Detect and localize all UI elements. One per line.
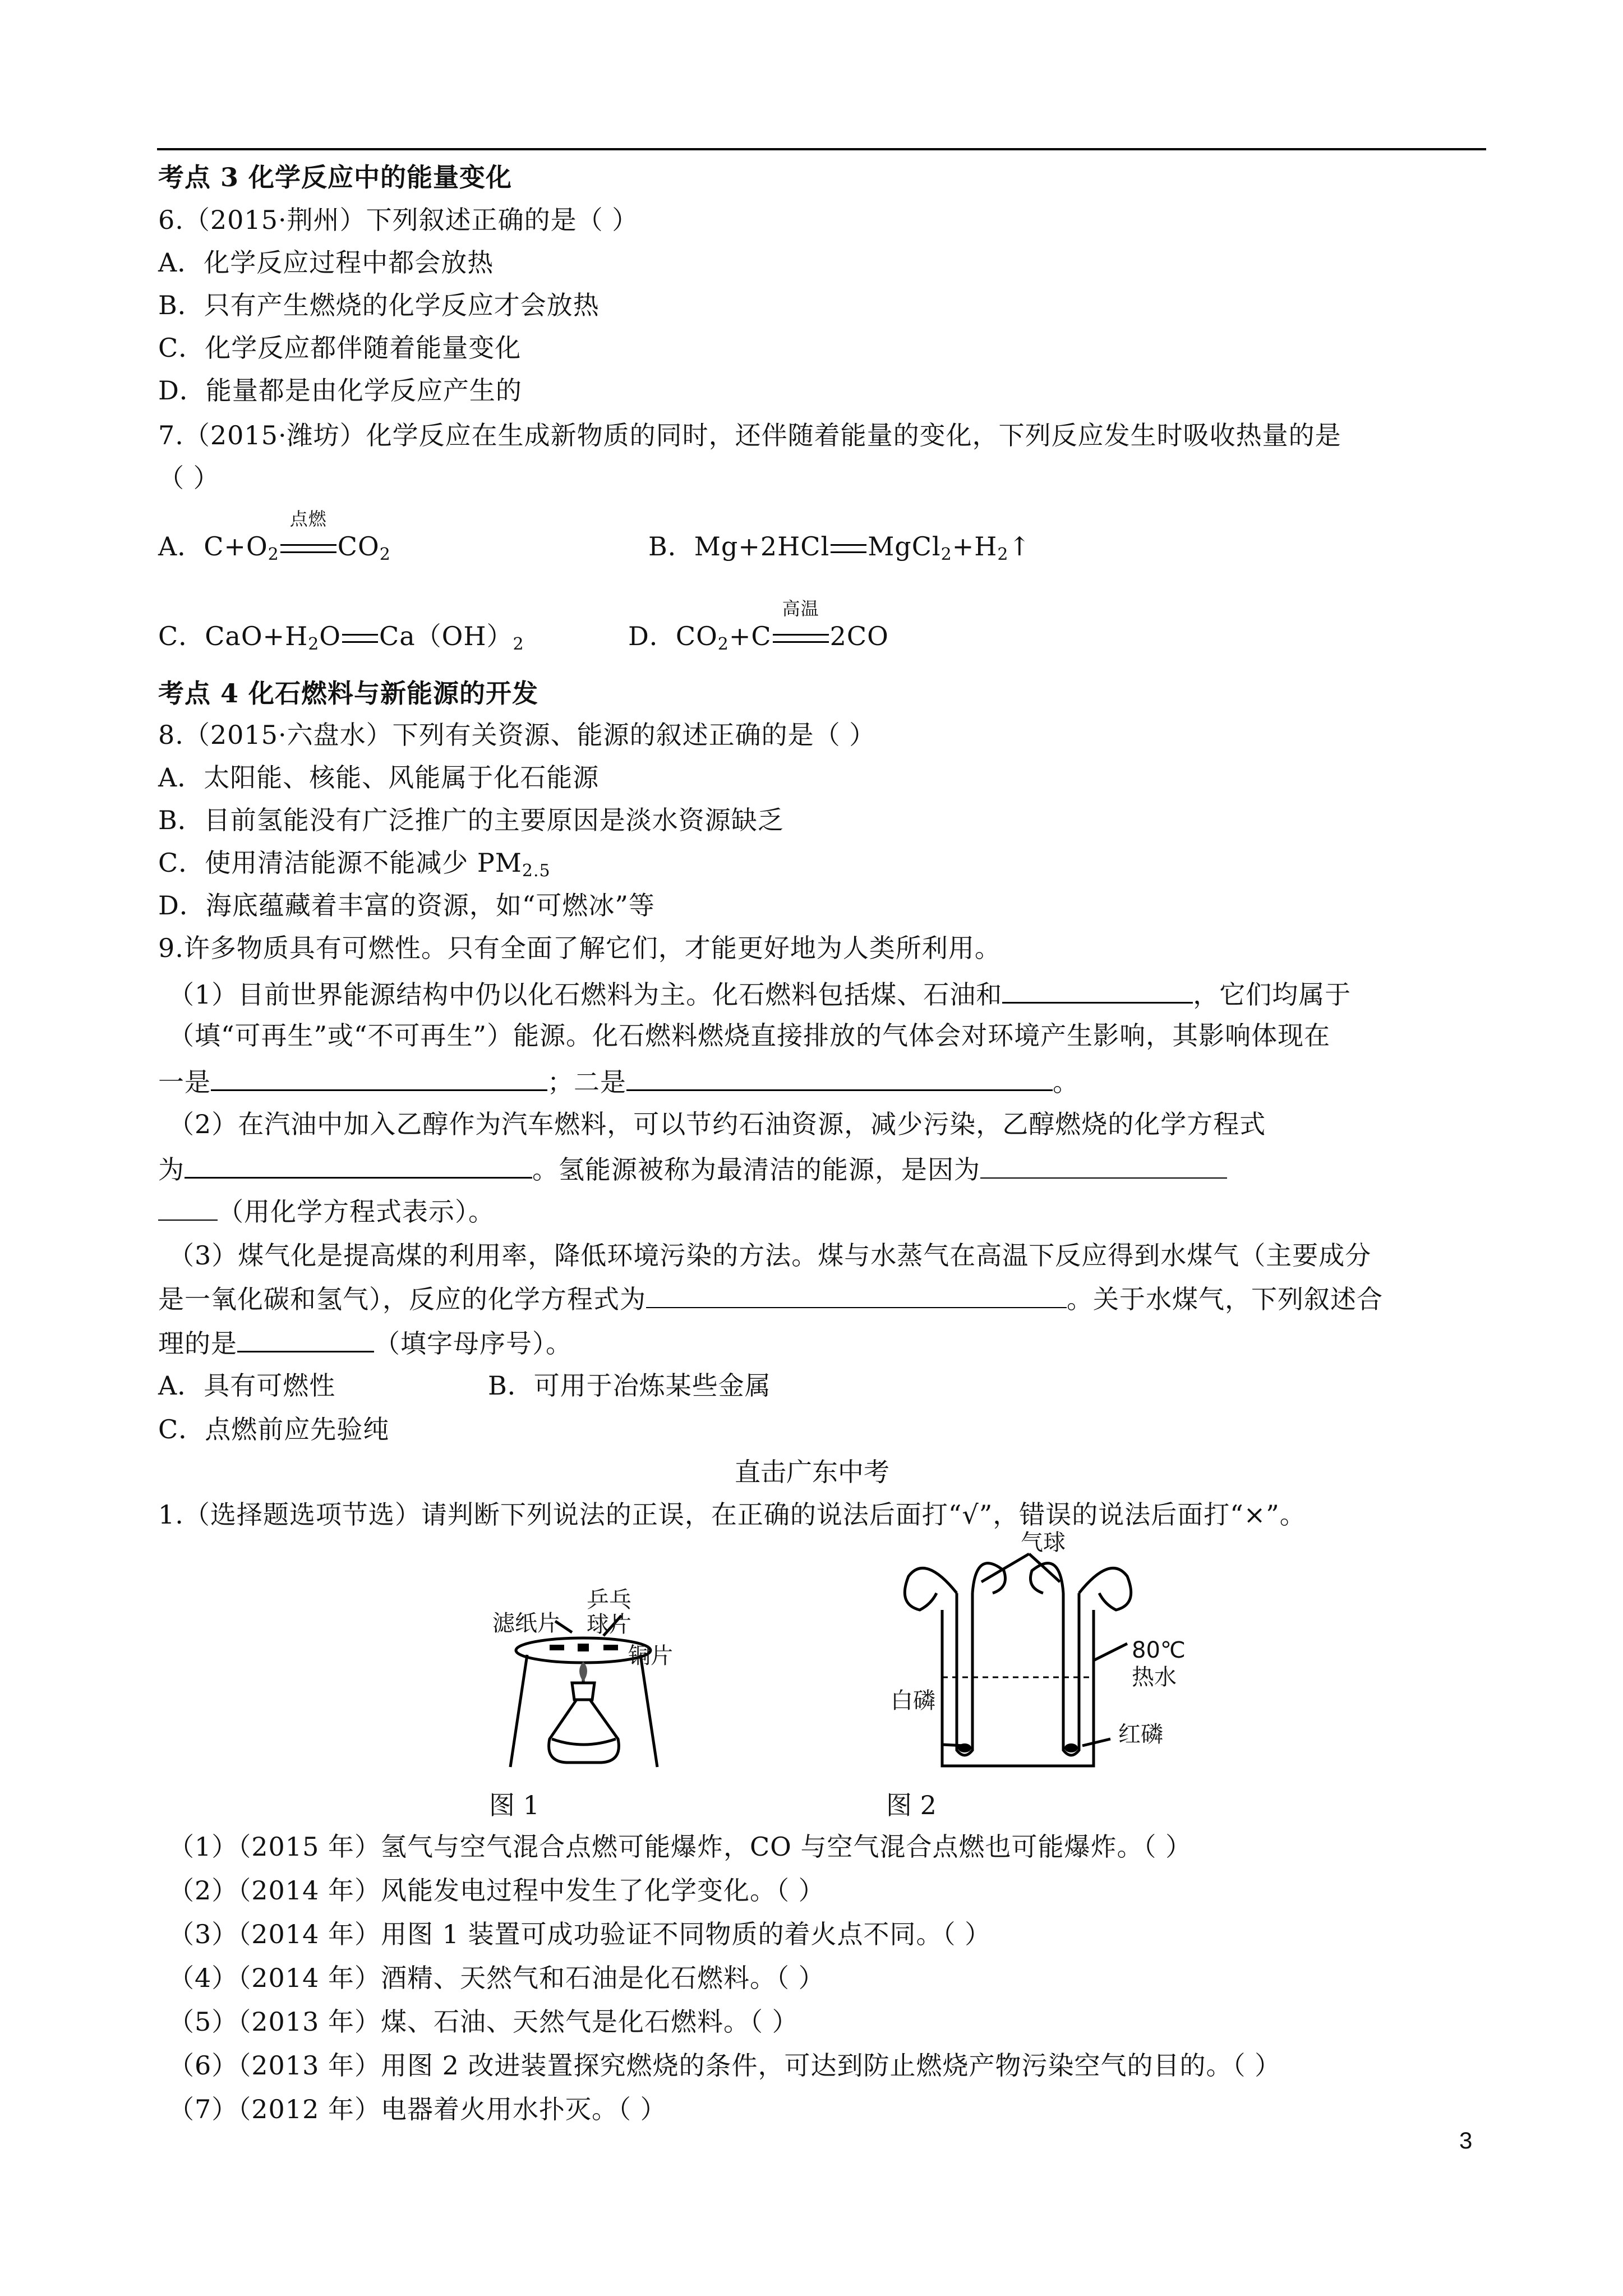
q9-part3-line1: （3）煤气化是提高煤的利用率，降低环境污染的方法。煤与水蒸气在高温下反应得到水煤气（主要成分 bbox=[168, 1240, 1372, 1271]
gd-q1-stem: 1.（选择题选项节选）请判断下列说法的正误，在正确的说法后面打“√”，错误的说法后面打“×”。 bbox=[158, 1499, 1306, 1530]
q7-a-sub1: 2 bbox=[268, 545, 279, 564]
q7-b-equals bbox=[831, 530, 866, 563]
fig1-caption: 图 1 bbox=[489, 1790, 540, 1820]
q7-d-mid: +C bbox=[728, 621, 772, 651]
q9-stem: 9.许多物质具有可燃性。只有全面了解它们，才能更好地为人类所利用。 bbox=[158, 933, 1001, 963]
page-number: 3 bbox=[1459, 2127, 1473, 2154]
gd-item-5: （5）（2013 年）煤、石油、天然气是化石燃料。（ ） bbox=[168, 2007, 799, 2037]
q7-b-prefix: B．Mg+2HCl bbox=[648, 531, 830, 562]
gd-item-7: （7）（2012 年）电器着火用水扑灭。（ ） bbox=[168, 2094, 667, 2124]
gd-item-3: （3）（2014 年）用图 1 装置可成功验证不同物质的着火点不同。（ ） bbox=[168, 1919, 992, 1949]
q9-p2-text-b: 。氢能源被称为最清洁的能源，是因为 bbox=[532, 1154, 980, 1185]
q8-option-b: B．目前氢能没有广泛推广的主要原因是淡水资源缺乏 bbox=[158, 805, 784, 835]
q7-option-a bbox=[158, 508, 391, 564]
q9-blank-water-gas-equation[interactable] bbox=[646, 1281, 1067, 1308]
q6-option-d: D．能量都是由化学反应产生的 bbox=[158, 375, 522, 406]
q9-p1-text-d: ；二是 bbox=[547, 1067, 626, 1097]
q7-d-condition bbox=[773, 598, 829, 653]
q9-p3-text-d: （填字母序号）。 bbox=[374, 1328, 572, 1359]
q9-p1-text-b: ，它们均属于 bbox=[1193, 979, 1352, 1010]
q9-blank-hydrogen-equation-cont[interactable] bbox=[158, 1194, 218, 1221]
q7-option-b bbox=[648, 530, 1031, 563]
q9-p3-text-c: 理的是 bbox=[158, 1328, 237, 1359]
q7-d-cond-label: 高温 bbox=[782, 598, 819, 619]
q7-c-sub2: 2 bbox=[513, 634, 524, 654]
q7-b-plus: +H bbox=[952, 531, 998, 562]
q7-stem: 7.（2015·潍坊）化学反应在生成新物质的同时，还伴随着能量的变化，下列反应发生时吸收热量的是 bbox=[158, 420, 1341, 450]
q7-a-product: CO bbox=[337, 531, 380, 562]
q9-p1-text-a: （1）目前世界能源结构中仍以化石燃料为主。化石燃料包括煤、石油和 bbox=[168, 979, 1003, 1010]
q7-d-prefix: D．CO bbox=[628, 621, 718, 651]
fig2-label-temp: 80℃ bbox=[1132, 1637, 1186, 1663]
q8-option-c bbox=[158, 846, 551, 880]
guangdong-heading: 直击广东中考 bbox=[735, 1457, 889, 1487]
q9-part1-line2: （填“可再生”或“不可再生”）能源。化石燃料燃烧直接排放的气体会对环境产生影响，其影响体现在 bbox=[168, 1020, 1331, 1051]
q8-c-sub: 2.5 bbox=[522, 861, 551, 881]
gas-up-arrow-icon: ↑ bbox=[1008, 531, 1031, 562]
q7-c-equals bbox=[342, 619, 378, 653]
gd-item-2: （2）（2014 年）风能发电过程中发生了化学变化。（ ） bbox=[168, 1875, 825, 1906]
gd-item-4: （4）（2014 年）酒精、天然气和石油是化石燃料。（ ） bbox=[168, 1963, 825, 1993]
fig2-label-hot-water: 热水 bbox=[1132, 1664, 1177, 1690]
gd-item-1: （1）（2015 年）氢气与空气混合点燃可能爆炸，CO 与空气混合点燃也可能爆炸。（ ） bbox=[168, 1832, 1192, 1862]
q9-part2-line2 bbox=[158, 1151, 1227, 1186]
q6-stem: 6.（2015·荆州）下列叙述正确的是（ ） bbox=[158, 205, 639, 235]
fig1-label-pingpong-2: 球片 bbox=[587, 1612, 631, 1637]
q9-blank-impact-2[interactable] bbox=[626, 1064, 1053, 1091]
fig1-label-pingpong-1: 乒乓 bbox=[587, 1587, 631, 1613]
q7-c-mid: O bbox=[319, 621, 341, 651]
q9-blank-ethanol-equation[interactable] bbox=[185, 1151, 532, 1179]
q9-p3-text-a: 是一氧化碳和氢气），反应的化学方程式为 bbox=[158, 1284, 646, 1314]
q7-b-product: MgCl bbox=[868, 531, 941, 562]
q9-p1-text-e: 。 bbox=[1053, 1067, 1079, 1097]
q9-blank-choice[interactable] bbox=[237, 1325, 374, 1352]
q8-option-d: D．海底蕴藏着丰富的资源，如“可燃冰”等 bbox=[158, 890, 655, 921]
q6-option-c: C．化学反应都伴随着能量变化 bbox=[158, 333, 522, 363]
fig1-label-copper: 铜片 bbox=[628, 1643, 673, 1669]
q9-blank-fossil-fuel[interactable] bbox=[1002, 976, 1193, 1004]
q9-blank-impact-1[interactable] bbox=[211, 1064, 547, 1091]
q7-a-condition bbox=[280, 508, 336, 563]
q6-option-a: A．化学反应过程中都会放热 bbox=[158, 247, 494, 278]
q7-c-product: Ca（OH） bbox=[379, 621, 513, 651]
q7-b-sub1: 2 bbox=[940, 545, 952, 564]
q7-stem-cont: （ ） bbox=[158, 463, 220, 493]
q8-c-text: C．使用清洁能源不能减少 PM bbox=[158, 848, 522, 878]
q9-option-b: B．可用于冶炼某些金属 bbox=[488, 1370, 771, 1401]
q9-option-a: A．具有可燃性 bbox=[158, 1370, 336, 1401]
q9-option-c: C．点燃前应先验纯 bbox=[158, 1414, 390, 1444]
section-4-title: 考点 4 化石燃料与新能源的开发 bbox=[158, 678, 539, 708]
fig2-label-white-phosphorus: 白磷 bbox=[891, 1688, 935, 1714]
q8-option-a: A．太阳能、核能、风能属于化石能源 bbox=[158, 762, 600, 793]
q7-c-sub1: 2 bbox=[308, 634, 320, 654]
q7-a-sub2: 2 bbox=[379, 545, 391, 564]
q9-part2-line1: （2）在汽油中加入乙醇作为汽车燃料，可以节约石油资源，减少污染，乙醇燃烧的化学方程式 bbox=[168, 1109, 1266, 1139]
q8-stem: 8.（2015·六盘水）下列有关资源、能源的叙述正确的是（ ） bbox=[158, 720, 876, 750]
q7-d-sub1: 2 bbox=[717, 634, 729, 654]
q9-part1-line1 bbox=[168, 976, 1351, 1011]
section-3-title: 考点 3 化学反应中的能量变化 bbox=[158, 162, 513, 192]
q7-option-c bbox=[158, 619, 524, 653]
q6-option-b: B．只有产生燃烧的化学反应才会放热 bbox=[158, 290, 600, 320]
fig2-caption: 图 2 bbox=[886, 1790, 937, 1820]
q9-p2-text-a: 为 bbox=[158, 1154, 185, 1185]
q7-d-product: 2CO bbox=[829, 621, 889, 651]
q7-a-prefix: A．C+O bbox=[158, 531, 268, 562]
q7-b-sub2: 2 bbox=[997, 545, 1009, 564]
q7-a-cond-label: 点燃 bbox=[289, 508, 327, 530]
q9-part2-line3 bbox=[158, 1194, 495, 1228]
fig1-label-filter-paper: 滤纸片 bbox=[492, 1611, 560, 1636]
q7-c-prefix: C．CaO+H bbox=[158, 621, 308, 651]
q9-part3-line3 bbox=[158, 1325, 572, 1360]
fig2-label-balloon: 气球 bbox=[1021, 1530, 1066, 1556]
q9-p1-text-c: 一是 bbox=[158, 1067, 211, 1097]
q7-option-d bbox=[628, 598, 889, 654]
fig2-label-red-phosphorus: 红磷 bbox=[1118, 1722, 1163, 1747]
q9-part3-line2 bbox=[158, 1281, 1383, 1316]
q9-p3-text-b: 。关于水煤气，下列叙述合 bbox=[1067, 1284, 1383, 1314]
q9-part1-line3 bbox=[158, 1064, 1079, 1099]
q9-blank-hydrogen-equation[interactable] bbox=[980, 1152, 1227, 1179]
q9-p2-text-c: （用化学方程式表示）。 bbox=[218, 1197, 495, 1227]
gd-item-6: （6）（2013 年）用图 2 改进装置探究燃烧的条件，可达到防止燃烧产物污染空气的目的。（ ） bbox=[168, 2050, 1281, 2081]
header-rule bbox=[157, 148, 1486, 150]
